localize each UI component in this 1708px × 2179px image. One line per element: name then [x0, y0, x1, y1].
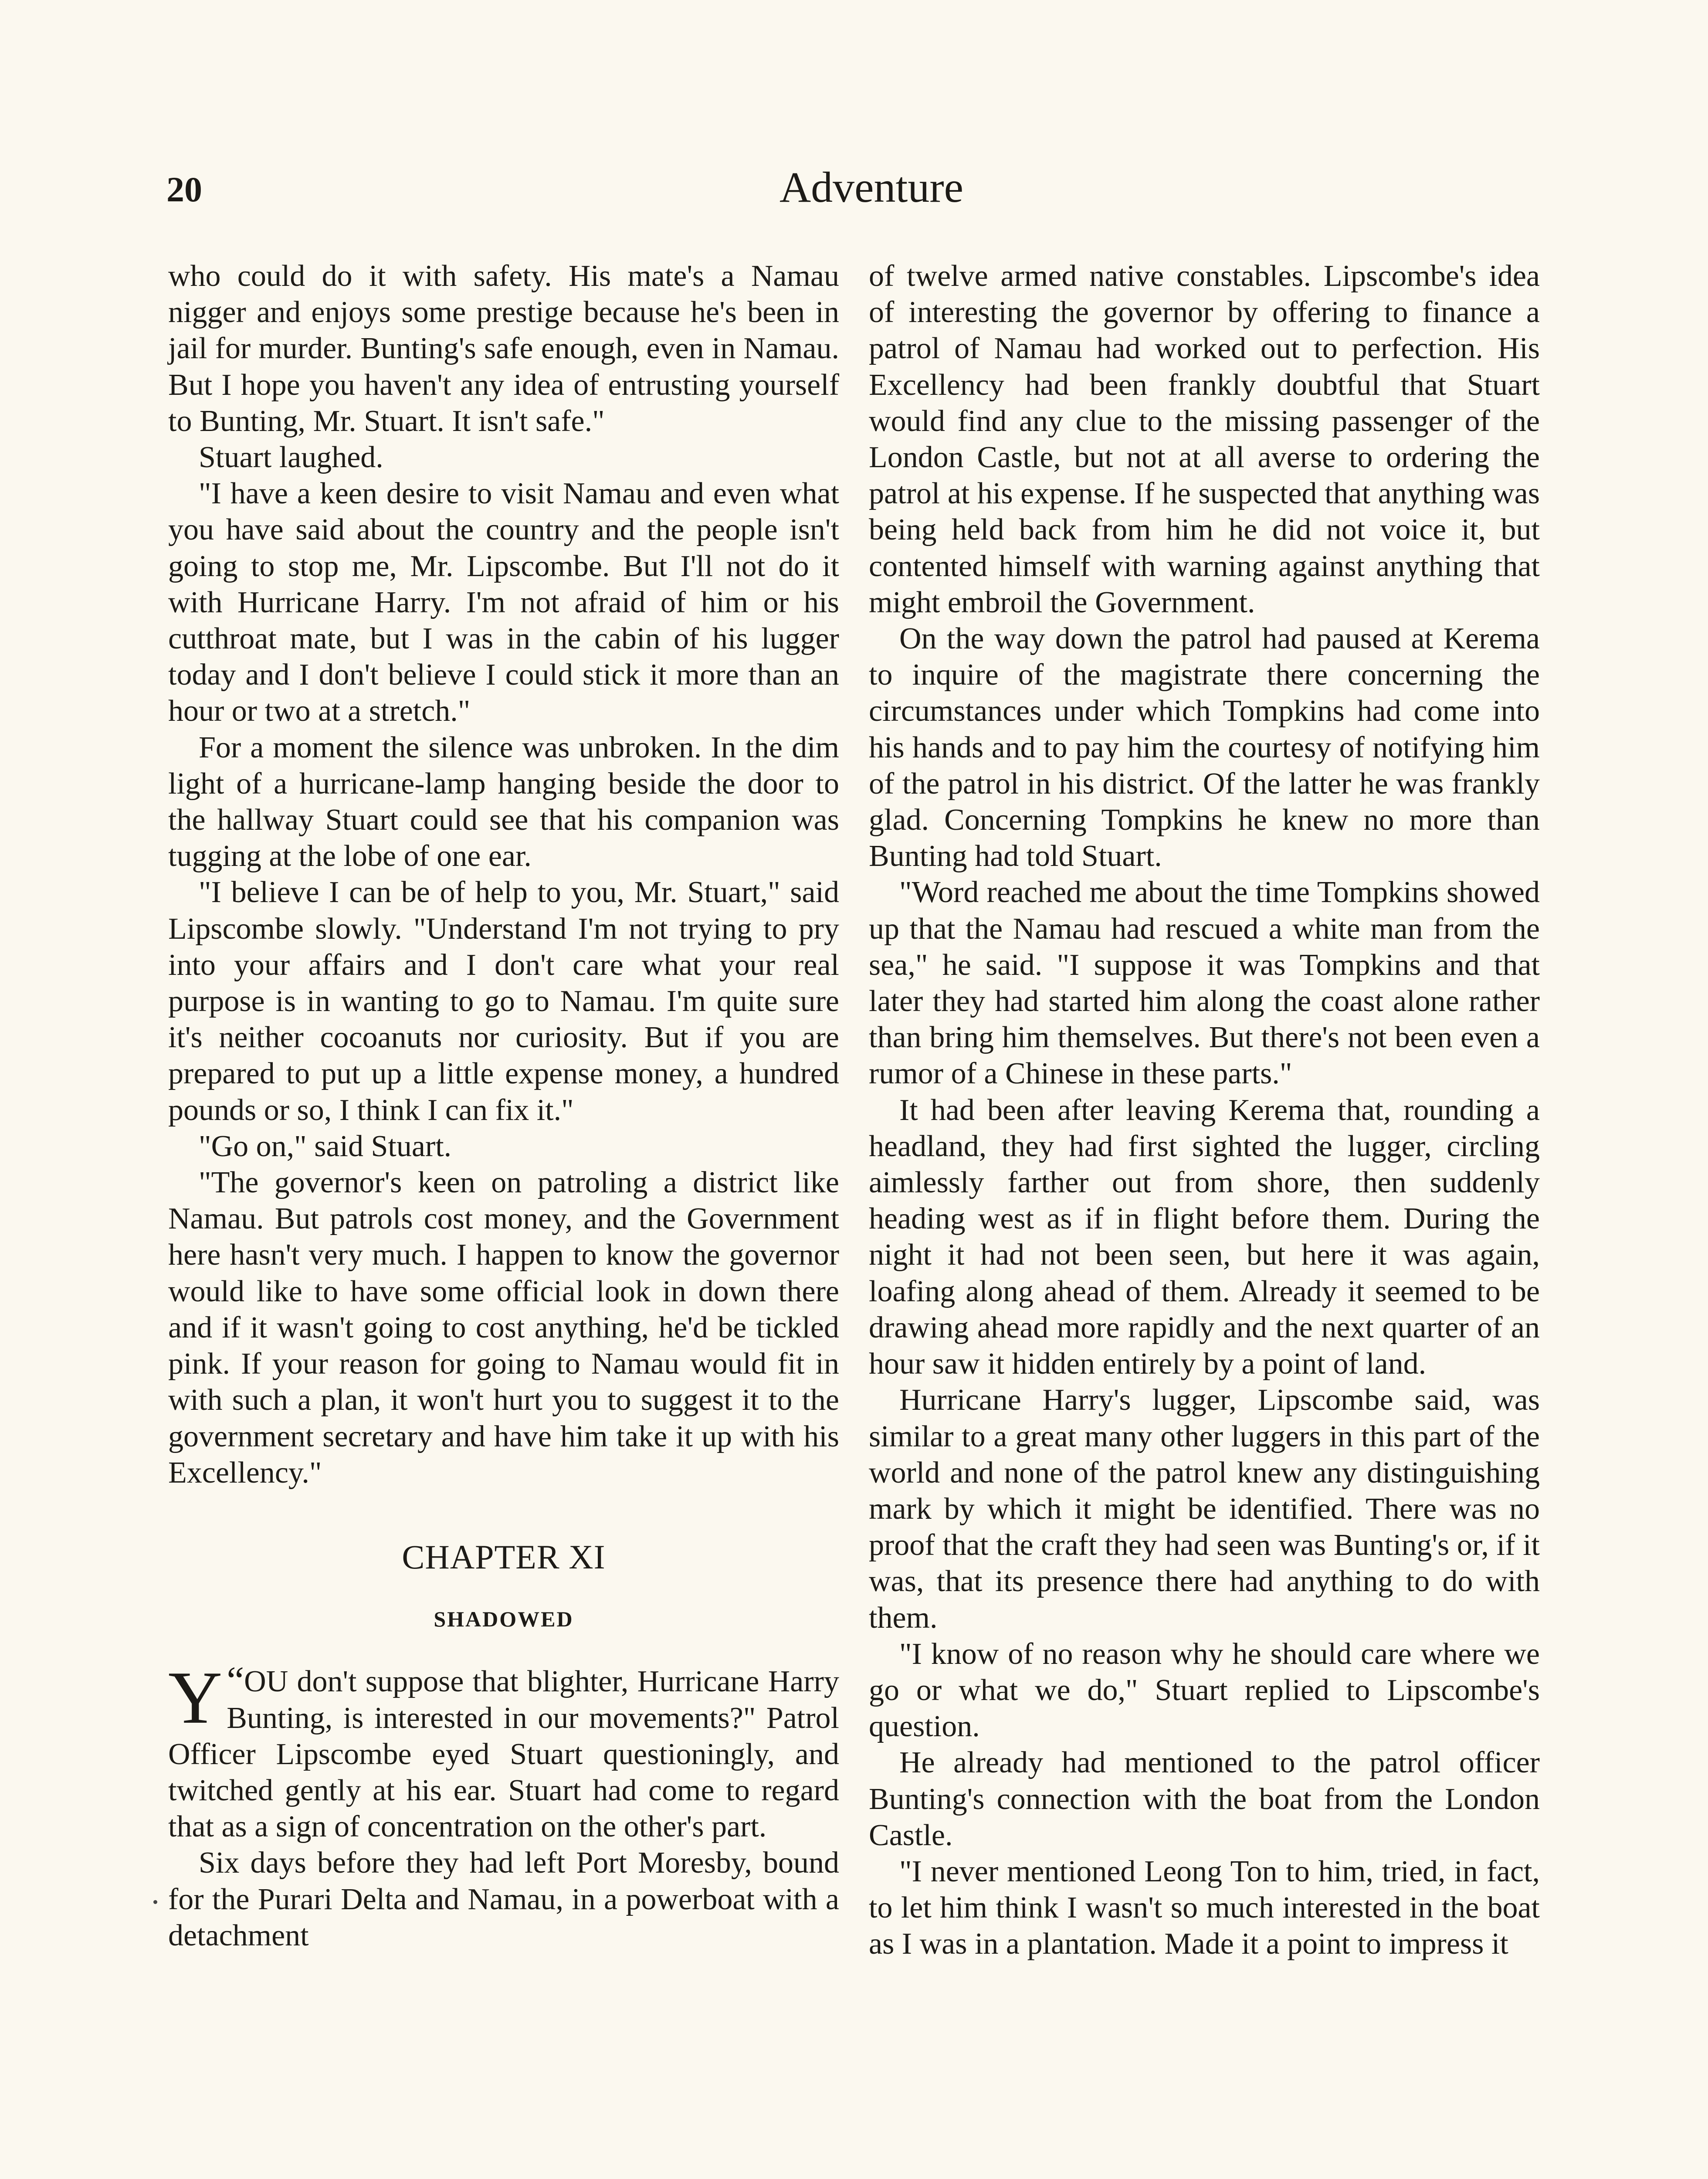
right-column — [869, 258, 1540, 1962]
paragraph: Stuart laughed. — [199, 441, 383, 475]
opening-paragraph — [168, 1656, 839, 1845]
paragraph: Hurricane Harry's lugger, Lipscombe said, was similar to a great many other luggers in this part of the world and none of the patrol knew any distinguishing mark by which it might be identified. There was no proof that the craft they had seen was Bunting's or, if it was, that its presence there had anything to do with them. — [869, 1383, 1540, 1635]
opening-quote-mark: “ — [227, 1659, 244, 1703]
paragraph: "Go on," said Stuart. — [199, 1129, 452, 1163]
paragraph: "Word reached me about the time Tompkins showed up that the Namau had rescued a white man from the sea," he said. "I suppose it was Tompkins and that later they had started him along the coast alone rather than bring him themselves. But there's not been even a rumor of a Chinese in these parts." — [869, 876, 1540, 1091]
paragraph: Six days before they had left Port Moresby, bound for the Purari Delta and Namau, in a powerboat with a detachment — [168, 1846, 839, 1952]
paragraph: He already had mentioned to the patrol officer Bunting's connection with the boat from the London Castle. — [869, 1746, 1540, 1852]
paragraph: "I never mentioned Leong Ton to him, tried, in fact, to let him think I wasn't so much interested in the boat as I was in a plantation. Made it a point to impress it — [869, 1854, 1540, 1961]
page-number: 20 — [166, 170, 202, 209]
paragraph: "I know of no reason why he should care where we go or what we do," Stuart replied to Lipscombe's question. — [869, 1637, 1540, 1744]
left-column — [168, 258, 839, 1954]
opening-paragraph-text: OU don't suppose that blighter, Hurricane Harry Bunting, is interested in our movements?" Patrol Officer Lipscombe eyed Stuart questioningly, and twitched gently at his ear. Stuart had come to regard that as a sign of concentration on the other's part. — [168, 1665, 839, 1844]
paragraph: of twelve armed native constables. Lipscombe's idea of interesting the governor by offering to finance a patrol of Namau had worked out to perfection. His Excellency had been frankly doubtful that Stuart would find any clue to the missing passenger of the London Castle, but not at all averse to ordering the patrol at his expense. If he suspected that anything was being held back from him he did not voice it, but contented himself with warning against anything that might embroil the Government. — [869, 259, 1540, 619]
paragraph: For a moment the silence was unbroken. In the dim light of a hurricane-lamp hanging beside the door to the hallway Stuart could see that his companion was tugging at the lobe of one ear. — [168, 730, 839, 873]
paragraph: "I have a keen desire to visit Namau and even what you have said about the country and the people isn't going to stop me, Mr. Lipscombe. But I'll not do it with Hurricane Harry. I'm not afraid of him or his cutthroat mate, but I was in the cabin of his lugger today and I don't believe I could stick it more than an hour or two at a stretch." — [168, 477, 839, 728]
dropcap-letter: Y — [168, 1656, 223, 1740]
paragraph: It had been after leaving Kerema that, rounding a headland, they had first sighted the lugger, circling aimlessly farther out from shore, then suddenly heading west as if in flight before them. During the night it had not been seen, but here it was again, loafing along ahead of them. Already it seemed to be drawing ahead more rapidly and the next quarter of an hour saw it hidden entirely by a point of land. — [869, 1093, 1540, 1381]
paragraph: On the way down the patrol had paused at Kerema to inquire of the magistrate there concerning the circumstances under which Tompkins had come into his hands and to pay him the courtesy of notifying him of the patrol in his district. Of the latter he was frankly glad. Concerning Tompkins he knew no more than Bunting had told Stuart. — [869, 622, 1540, 873]
margin-mark — [153, 1900, 157, 1904]
paragraph: "I believe I can be of help to you, Mr. Stuart," said Lipscombe slowly. "Understand I'm not trying to pry into your affairs and I don't care what your real purpose is in wanting to go to Namau. I'm quite sure it's neither cocoanuts nor curiosity. But if you are prepared to put up a little expense money, a hundred pounds or so, I think I can fix it." — [168, 876, 839, 1127]
paragraph: "The governor's keen on patroling a district like Namau. But patrols cost money, and the Government here hasn't very much. I happen to know the governor would like to have some official look in down there and if it wasn't going to cost anything, he'd be tickled pink. If your reason for going to Namau would fit in with such a plan, it won't hurt you to suggest it to the government secretary and have him take it up with his Excellency." — [168, 1166, 839, 1490]
running-head: Adventure — [779, 163, 964, 211]
chapter-heading: CHAPTER XI — [402, 1538, 606, 1576]
paragraph: who could do it with safety. His mate's a Namau nigger and enjoys some prestige because he's been in jail for murder. Bunting's safe enough, even in Namau. But I hope you haven't any idea of entrusting yourself to Bunting, Mr. Stuart. It isn't safe." — [168, 259, 839, 438]
chapter-subtitle: SHADOWED — [434, 1607, 574, 1632]
